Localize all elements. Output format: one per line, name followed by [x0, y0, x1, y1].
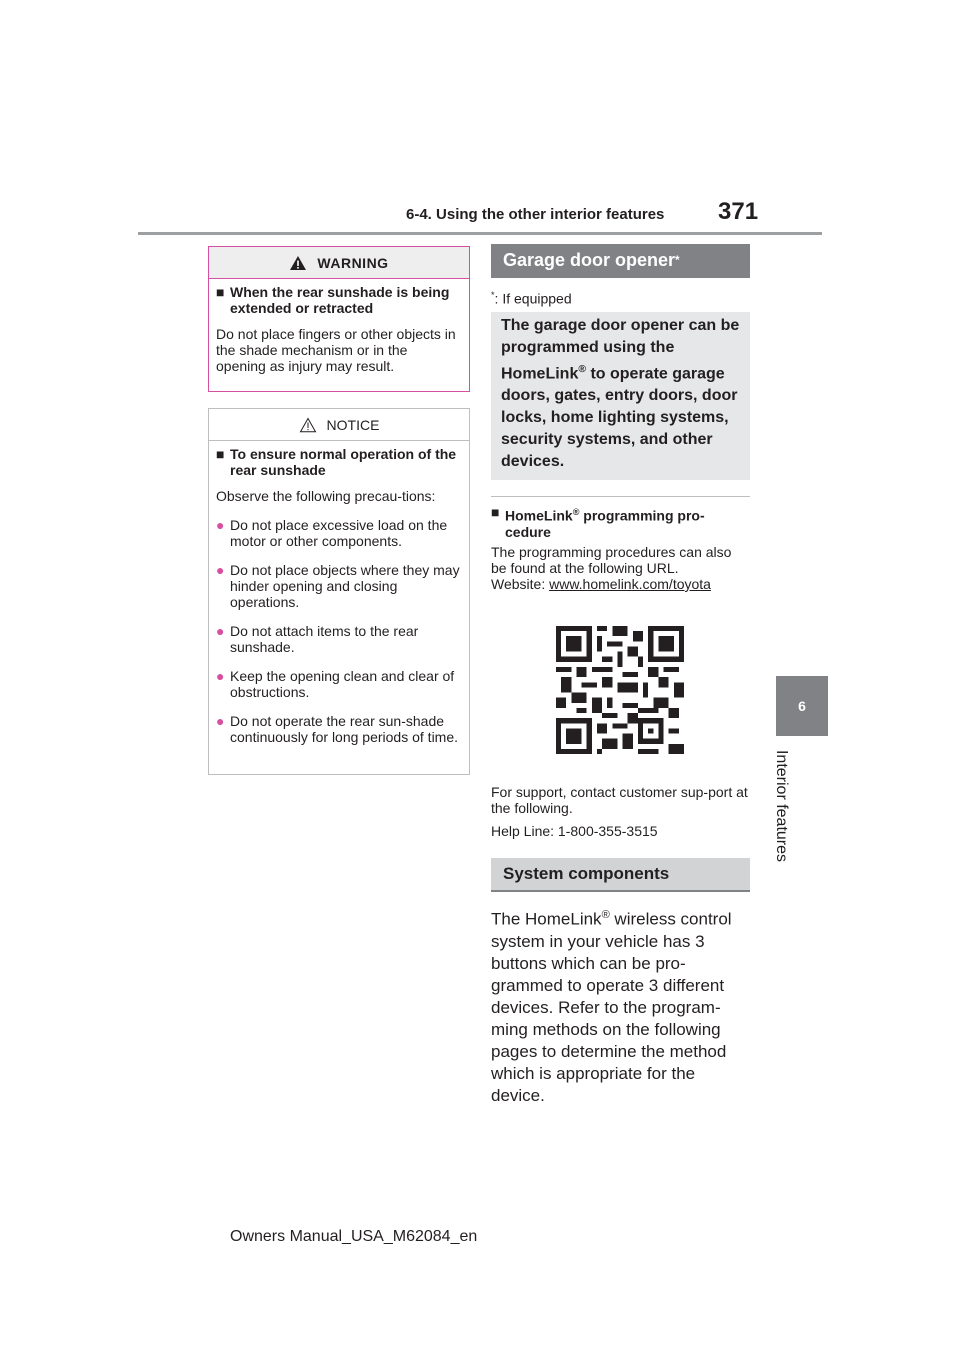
notice-box — [208, 408, 470, 775]
list-item: ● Do not operate the rear sun-shade continuously for long periods of time. — [216, 713, 459, 745]
square-bullet-icon: ■ — [216, 446, 225, 462]
header-rule — [138, 232, 822, 235]
bullet-dot-icon: ● — [216, 668, 225, 684]
list-item: ● Do not place excessive load on the motor or other components. — [216, 517, 448, 549]
list-item: ● Keep the opening clean and clear of obstructions. — [216, 668, 455, 700]
footer-manual-id: Owners Manual_USA_M62084_en — [230, 1228, 478, 1245]
page-number: 371 — [718, 198, 759, 225]
qr-code-icon — [556, 626, 684, 754]
homelink-url-link[interactable]: www.homelink.com/toyota — [549, 576, 711, 592]
bullet-dot-icon: ● — [216, 517, 225, 533]
list-item: ● Do not attach items to the rear sunshade. — [216, 623, 419, 655]
warning-label: WARNING — [317, 254, 389, 271]
garage-door-opener-heading: Garage door opener * — [491, 244, 750, 278]
caution-triangle-icon — [299, 417, 317, 433]
warning-triangle-icon — [289, 255, 307, 271]
warning-title: ■ When the rear sunshade is being extended or retracted — [216, 284, 450, 316]
chapter-tab: 6 — [776, 676, 828, 736]
bullet-dot-icon: ● — [216, 562, 225, 578]
system-components-heading: System components — [491, 858, 750, 892]
notice-label: NOTICE — [326, 416, 380, 433]
bullet-dot-icon: ● — [216, 713, 225, 729]
notice-title: ■ To ensure normal operation of the rear sunshade — [216, 446, 457, 478]
help-line: Help Line: 1-800-355-3515 — [491, 823, 658, 839]
notice-body: Observe the following precau-tions: — [216, 488, 436, 504]
warning-header — [209, 247, 469, 279]
notice-header — [209, 409, 469, 441]
bullet-dot-icon: ● — [216, 623, 225, 639]
programming-procedure-title: ■ HomeLink® programming pro-cedure — [491, 504, 705, 540]
divider — [491, 496, 750, 497]
garage-intro-box: The garage door opener can be programmed using the HomeLink® to operate garage doors, gates, entry doors, door locks, home lighting systems, security systems, and other devices. — [491, 312, 750, 480]
list-item: ● Do not place objects where they may hinder opening and closing operations. — [216, 562, 460, 610]
header-section-title: 6-4. Using the other interior features — [406, 206, 665, 223]
equipped-footnote: *: If equipped — [491, 290, 572, 307]
programming-procedure-body: The programming procedures can also be found at the following URL. Website: www.homelink.com/toyota — [491, 544, 732, 592]
square-bullet-icon: ■ — [491, 504, 500, 520]
warning-box — [208, 246, 470, 392]
warning-body: Do not place fingers or other objects in the shade mechanism or in the opening as injury may result. — [216, 326, 456, 374]
square-bullet-icon: ■ — [216, 284, 225, 300]
support-text: For support, contact customer sup-port at the following. — [491, 784, 748, 816]
system-components-body: The HomeLink® wireless control system in your vehicle has 3 buttons which can be pro-grammed to operate 3 different devices. Refer to the program-ming methods on the following pages to determine the method which is appropriate for the device. — [491, 909, 732, 1105]
chapter-label: Interior features — [773, 749, 790, 863]
